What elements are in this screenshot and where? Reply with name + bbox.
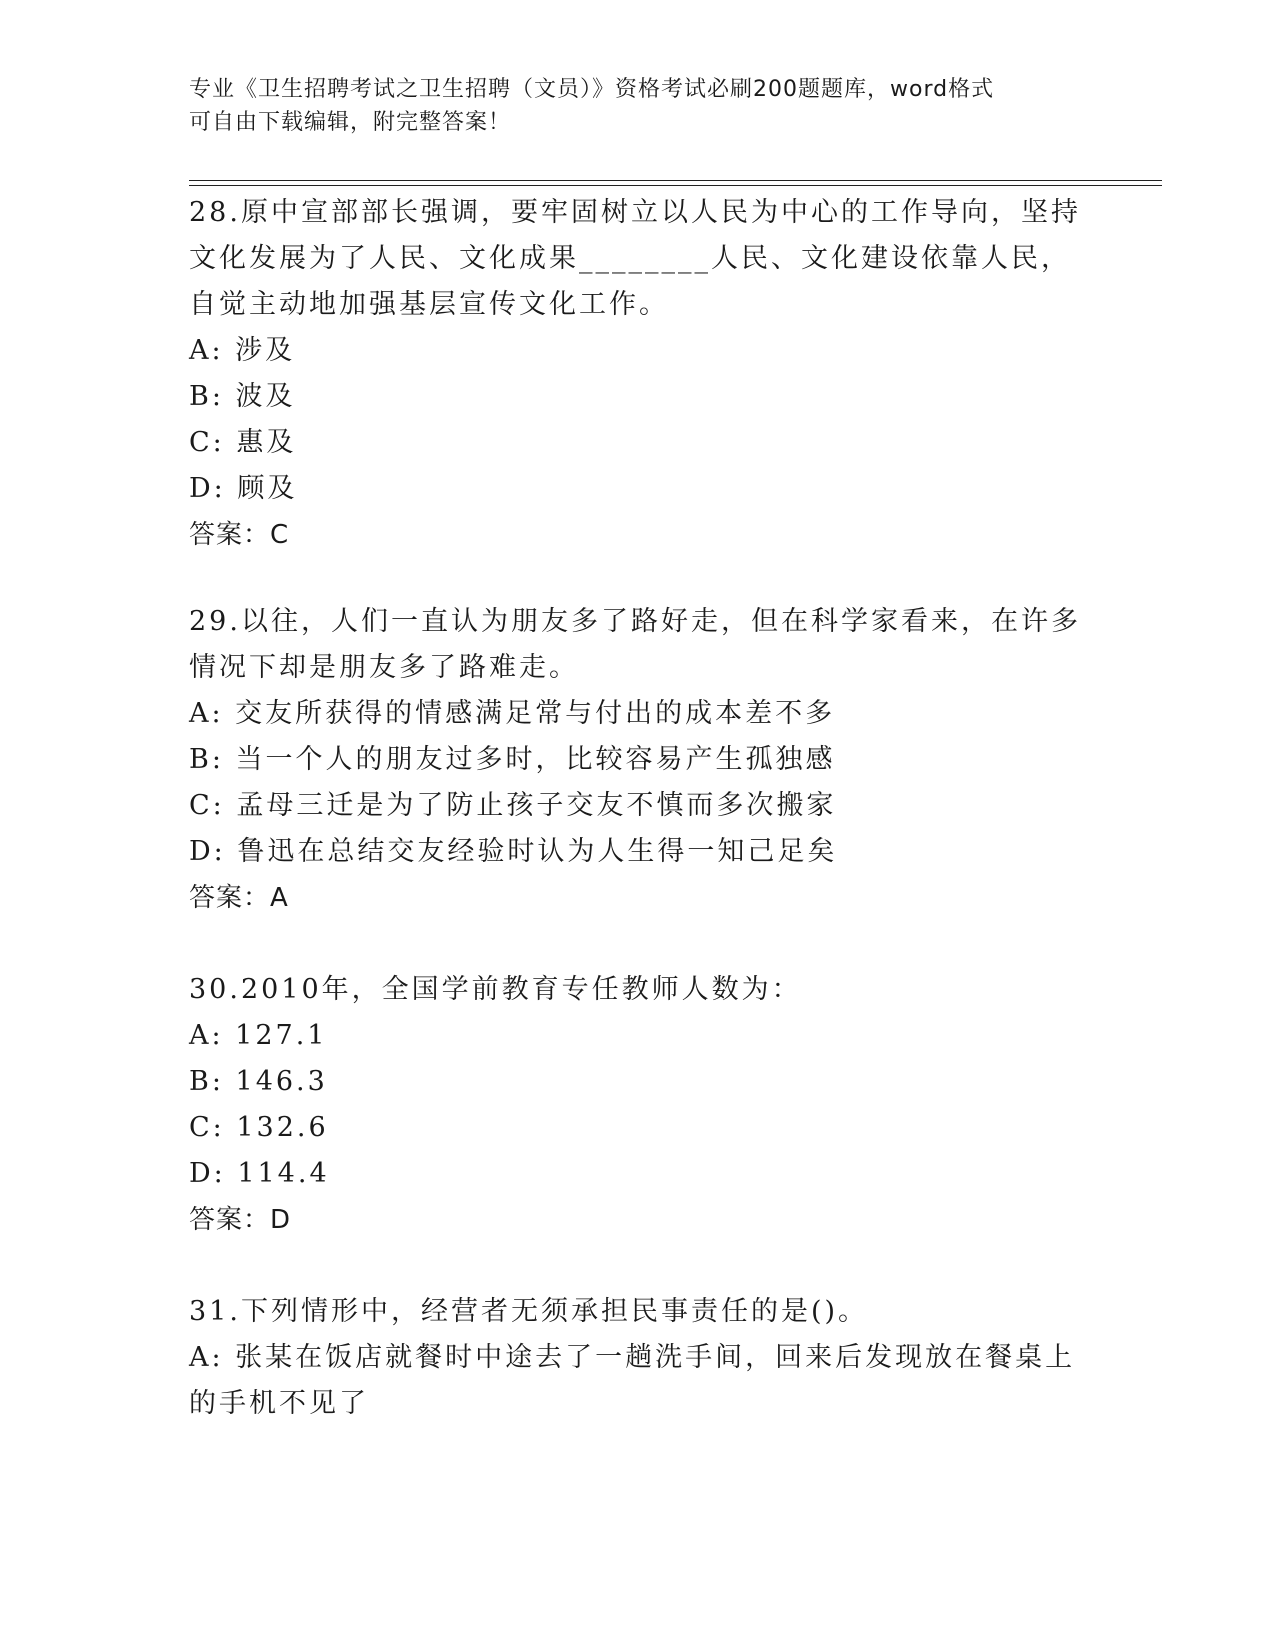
header-divider-bottom xyxy=(189,185,1162,186)
option-c: C: 惠及 xyxy=(189,427,297,458)
question-stem: 31.下列情形中，经营者无须承担民事责任的是()。 xyxy=(189,1296,869,1327)
option-d: D: 顾及 xyxy=(189,473,298,504)
option-d: D: 鲁迅在总结交友经验时认为人生得一知己足矣 xyxy=(189,836,838,867)
header-divider-top xyxy=(189,180,1162,181)
option-b: B: 146.3 xyxy=(189,1066,328,1097)
option-a: A: 张某在饭店就餐时中途去了一趟洗手间，回来后发现放在餐桌上的手机不见了 xyxy=(189,1342,1076,1419)
question-30 xyxy=(189,967,1089,1243)
header-line-2: 可自由下载编辑，附完整答案！ xyxy=(189,110,512,135)
option-d: D: 114.4 xyxy=(189,1158,330,1189)
question-stem: 30.2010年，全国学前教育专任教师人数为： xyxy=(189,974,802,1005)
option-b: B: 波及 xyxy=(189,381,296,412)
question-stem: 29.以往，人们一直认为朋友多了路好走，但在科学家看来，在许多情况下却是朋友多了路难走。 xyxy=(189,606,1081,683)
header-line-1: 专业《卫生招聘考试之卫生招聘（文员）》资格考试必刷200题题库，word格式 xyxy=(189,77,995,102)
question-28 xyxy=(189,190,1089,558)
answer: 答案：D xyxy=(189,1205,292,1235)
answer: 答案：A xyxy=(189,883,289,913)
option-a: A: 涉及 xyxy=(189,335,296,366)
question-29 xyxy=(189,599,1089,921)
option-b: B: 当一个人的朋友过多时，比较容易产生孤独感 xyxy=(189,744,836,775)
question-stem: 28.原中宣部部长强调，要牢固树立以人民为中心的工作导向，坚持文化发展为了人民、文化成果________人民、文化建设依靠人民，自觉主动地加强基层宣传文化工作。 xyxy=(189,197,1081,320)
document-header xyxy=(189,73,1089,139)
option-c: C: 孟母三迁是为了防止孩子交友不慎而多次搬家 xyxy=(189,790,837,821)
question-31 xyxy=(189,1289,1089,1427)
option-a: A: 127.1 xyxy=(189,1020,328,1051)
option-a: A: 交友所获得的情感满足常与付出的成本差不多 xyxy=(189,698,836,729)
option-c: C: 132.6 xyxy=(189,1112,329,1143)
answer: 答案：C xyxy=(189,520,290,550)
